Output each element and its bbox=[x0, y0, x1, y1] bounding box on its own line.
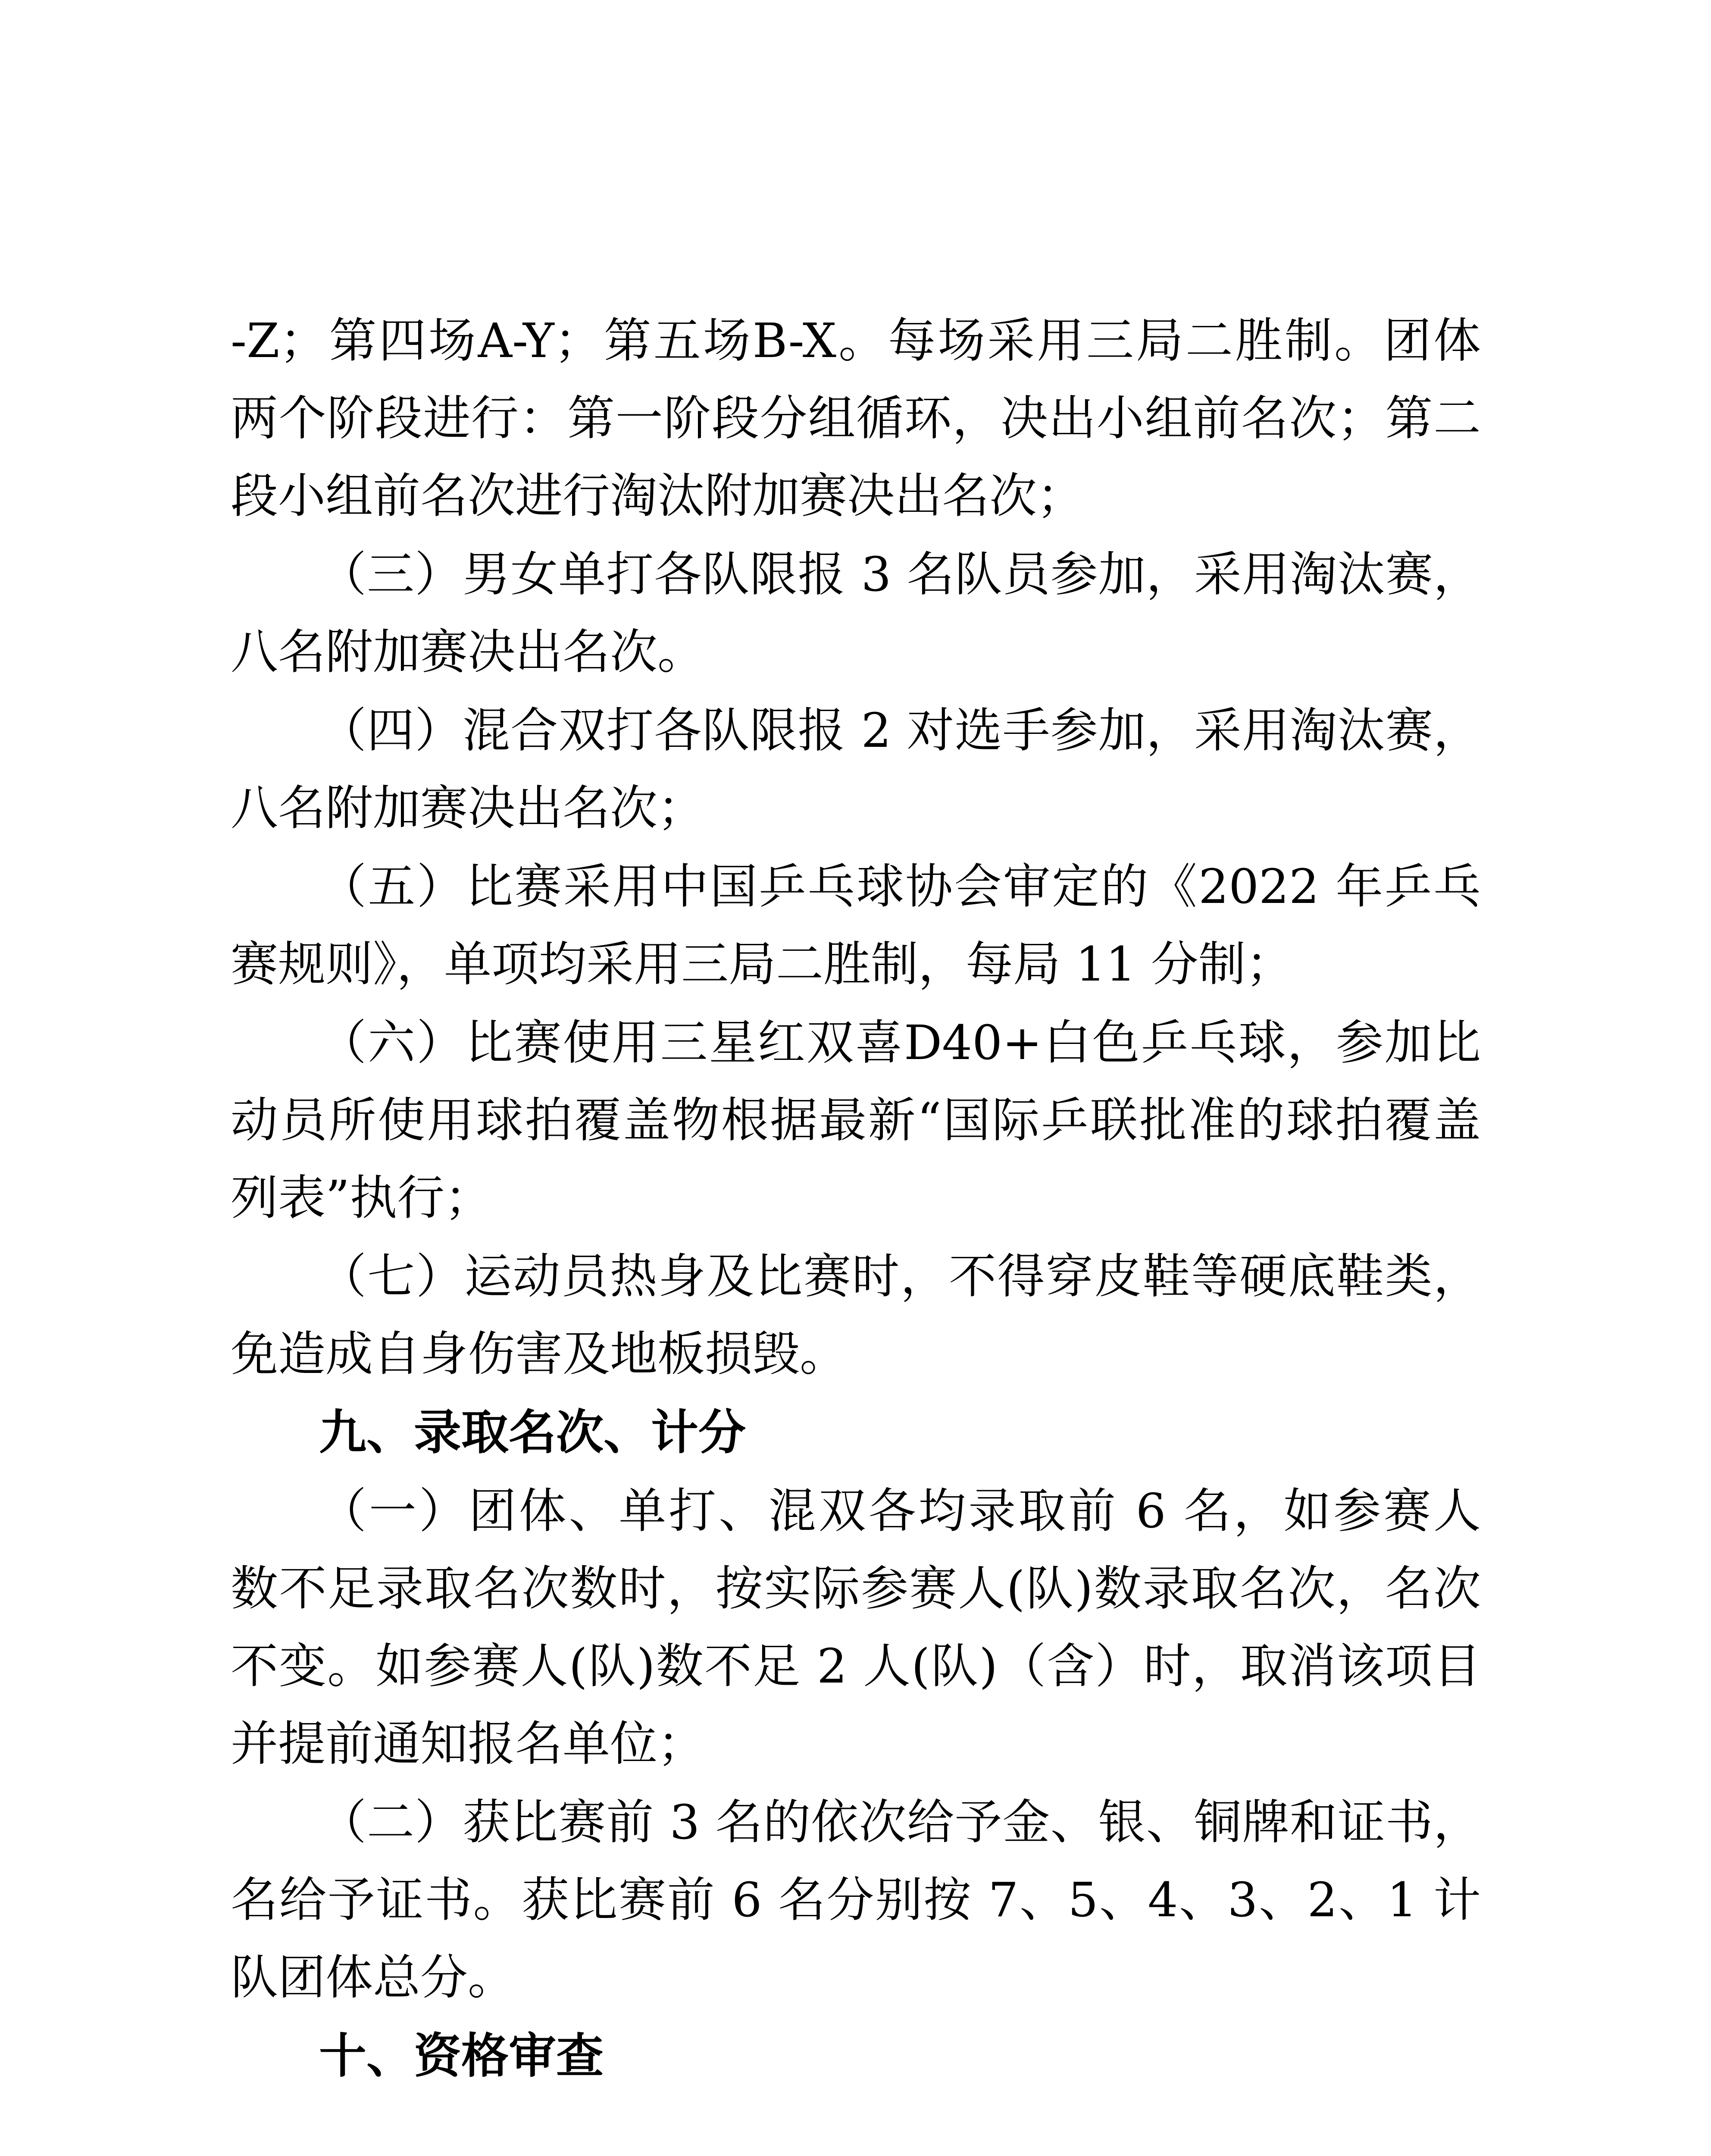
section-heading-9: 九、录取名次、计分 bbox=[319, 1405, 746, 1460]
item-4-line-2: 八名附加赛决出名次； bbox=[231, 780, 705, 836]
item-7-line-2: 免造成自身伤害及地板损毁。 bbox=[231, 1326, 847, 1382]
section-heading-10: 十、资格审查 bbox=[319, 2028, 604, 2084]
item-7-line-1: （七）运动员热身及比赛时，不得穿皮鞋等硬底鞋类， bbox=[319, 1249, 1481, 1304]
body-line-1: -Z；第四场A-Y；第五场B-X。每场采用三局二胜制。团体 bbox=[231, 313, 1481, 368]
item-6-line-3: 列表”执行； bbox=[231, 1170, 492, 1225]
section-9-item-1-line-4: 并提前通知报名单位； bbox=[231, 1716, 705, 1771]
section-9-item-1-line-3: 不变。如参赛人(队)数不足 2 人(队)（含）时，取消该项目 bbox=[231, 1639, 1481, 1694]
section-9-item-2-line-1: （二）获比赛前 3 名的依次给予金、银、铜牌和证书， bbox=[319, 1795, 1481, 1850]
item-6-line-2: 动员所使用球拍覆盖物根据最新“国际乒联批准的球拍覆盖 bbox=[231, 1093, 1481, 1148]
item-3-line-2: 八名附加赛决出名次。 bbox=[231, 624, 705, 680]
section-9-item-2-line-2: 名给予证书。获比赛前 6 名分别按 7、5、4、3、2、1 计 bbox=[231, 1872, 1481, 1927]
body-line-2: 两个阶段进行：第一阶段分组循环，决出小组前名次；第二 bbox=[231, 391, 1481, 446]
item-5-line-1: （五）比赛采用中国乒乓球协会审定的《2022 年乒乓 bbox=[319, 859, 1481, 914]
item-6-line-1: （六）比赛使用三星红双喜D40+白色乒乓球，参加比 bbox=[319, 1015, 1481, 1070]
body-line-3: 段小组前名次进行淘汰附加赛决出名次； bbox=[231, 468, 1084, 523]
section-9-item-1-line-2: 数不足录取名次数时，按实际参赛人(队)数录取名次，名次 bbox=[231, 1561, 1481, 1616]
section-9-item-1-line-1: （一）团体、单打、混双各均录取前 6 名，如参赛人 bbox=[319, 1483, 1481, 1539]
item-5-line-2: 赛规则》，单项均采用三局二胜制，每局 11 分制； bbox=[231, 937, 1293, 992]
item-3-line-1: （三）男女单打各队限报 3 名队员参加，采用淘汰赛， bbox=[319, 547, 1481, 602]
item-4-line-1: （四）混合双打各队限报 2 对选手参加，采用淘汰赛， bbox=[319, 703, 1481, 758]
section-9-item-2-line-3: 队团体总分。 bbox=[231, 1950, 515, 2005]
